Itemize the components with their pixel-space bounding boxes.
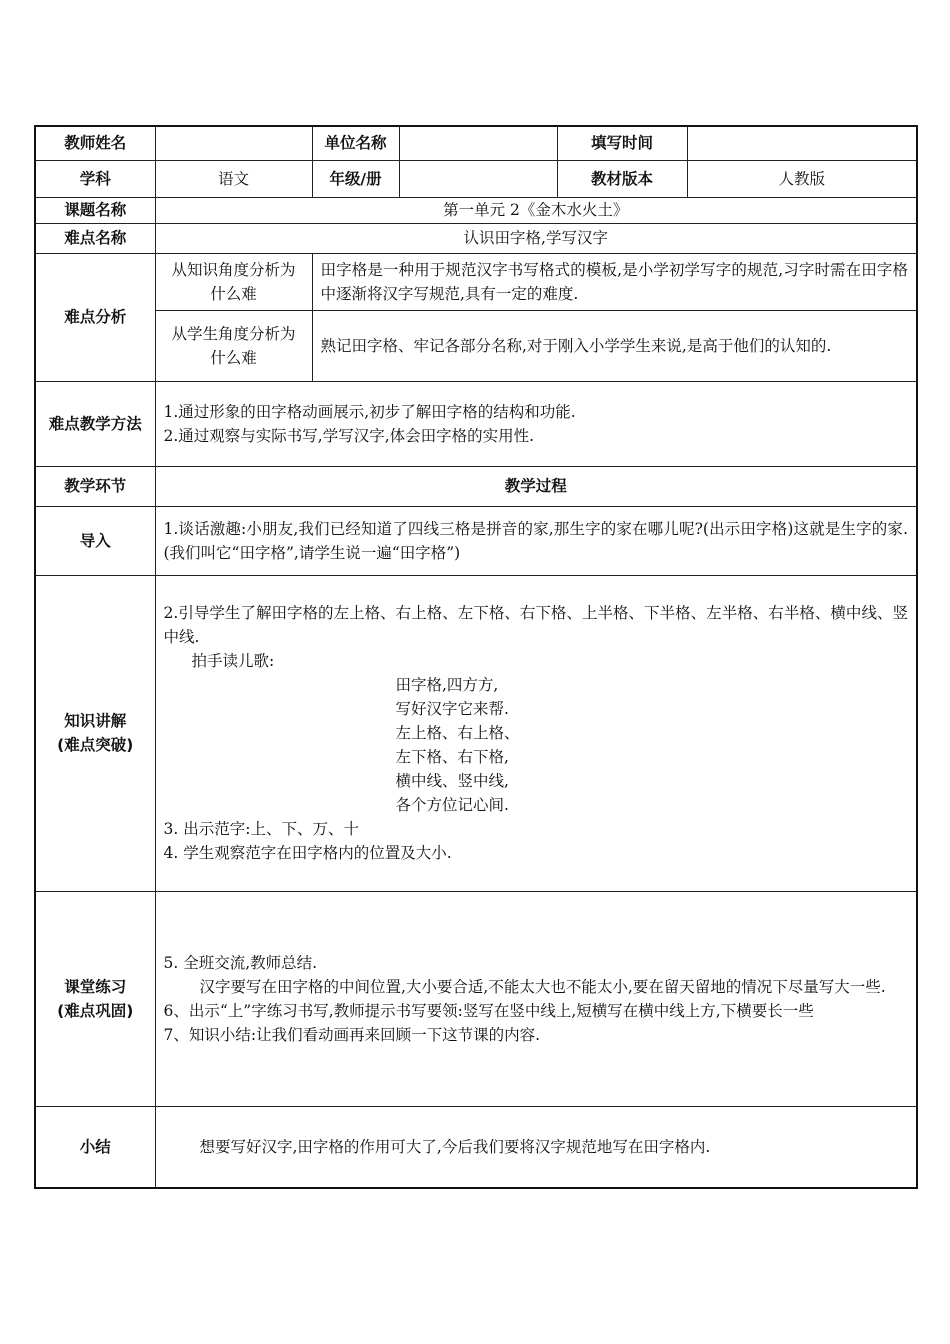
grade-value <box>399 160 557 197</box>
process-header: 教学过程 <box>155 466 917 506</box>
rhyme-line: 横中线、竖中线, <box>395 772 509 790</box>
practice-label-line-2: (难点巩固) <box>57 1001 134 1020</box>
edition-label: 教材版本 <box>557 160 687 197</box>
unit-name-value <box>399 126 557 160</box>
methods-line-2: 2.通过观察与实际书写,学写汉字,体会田字格的实用性. <box>163 426 535 445</box>
row-methods <box>35 381 917 466</box>
knowledge-label-line-2: (难点突破) <box>57 736 134 754</box>
knowledge-label-line-1: 知识讲解 <box>64 712 127 730</box>
row-analysis-student <box>35 310 917 381</box>
rhyme-line: 左上格、右上格、 <box>395 724 520 742</box>
difficulty-value: 认识田字格,学写汉字 <box>155 223 917 253</box>
row-subject <box>35 160 917 197</box>
row-summary <box>35 1106 917 1188</box>
practice-content <box>155 891 917 1106</box>
summary-content <box>155 1106 917 1188</box>
row-topic <box>35 197 917 223</box>
row-difficulty <box>35 223 917 253</box>
intro-text: 1.谈话激趣:小朋友,我们已经知道了四线三格是拼音的家,那生字的家在哪儿呢?(出示田字格)这就是生字的家.(我们叫它“田字格”,请学生说一遍“田字格”) <box>155 506 917 575</box>
methods-label: 难点教学方法 <box>35 381 155 466</box>
knowledge-content <box>155 575 917 891</box>
stage-header: 教学环节 <box>35 466 155 506</box>
knowledge-line-4: 4. 学生观察范字在田字格内的位置及大小. <box>163 844 452 862</box>
teacher-name-value <box>155 126 312 160</box>
lesson-plan-table <box>34 125 918 1189</box>
difficulty-label: 难点名称 <box>35 223 155 253</box>
methods-content <box>155 381 917 466</box>
row-analysis-knowledge <box>35 253 917 310</box>
analysis-label: 难点分析 <box>35 253 155 381</box>
knowledge-angle-text: 田字格是一种用于规范汉字书写格式的模板,是小学初学写字的规范,习字时需在田字格中逐渐将汉字写规范,具有一定的难度. <box>312 253 917 310</box>
summary-label: 小结 <box>35 1106 155 1188</box>
methods-line-1: 1.通过形象的田字格动画展示,初步了解田字格的结构和功能. <box>163 402 576 421</box>
rhyme-intro: 拍手读儿歌: <box>191 652 275 670</box>
knowledge-line-3: 3. 出示范字:上、下、万、十 <box>163 820 359 838</box>
practice-line-1: 5. 全班交流,教师总结. <box>163 953 318 972</box>
row-process-header <box>35 466 917 506</box>
summary-text: 想要写好汉字,田字格的作用可大了,今后我们要将汉字规范地写在田字格内. <box>199 1137 711 1156</box>
edition-value: 人教版 <box>687 160 917 197</box>
row-practice <box>35 891 917 1106</box>
knowledge-line-1: 2.引导学生了解田字格的左上格、右上格、左下格、右下格、上半格、下半格、左半格、右半格、横中线、竖中线. <box>163 604 908 646</box>
practice-label <box>35 891 155 1106</box>
rhyme-line: 左下格、右下格, <box>395 748 509 766</box>
rhyme-line: 写好汉字它来帮. <box>395 700 509 718</box>
knowledge-angle-label: 从知识角度分析为什么难 <box>155 253 312 310</box>
fill-date-value <box>687 126 917 160</box>
practice-line-4: 7、知识小结:让我们看动画再来回顾一下这节课的内容. <box>163 1025 541 1044</box>
rhyme-line: 田字格,四方方, <box>395 676 499 694</box>
student-angle-text: 熟记田字格、牢记各部分名称,对于刚入小学学生来说,是高于他们的认知的. <box>312 310 917 381</box>
practice-label-line-1: 课堂练习 <box>64 977 127 996</box>
subject-label: 学科 <box>35 160 155 197</box>
practice-line-2: 汉字要写在田字格的中间位置,大小要合适,不能太大也不能太小,要在留天留地的情况下尽量写大一些. <box>199 977 886 996</box>
student-angle-label: 从学生角度分析为什么难 <box>155 310 312 381</box>
practice-line-3: 6、出示“上”字练习书写,教师提示书写要领:竖写在竖中线上,短横写在横中线上方,下横要长一些 <box>163 1001 814 1020</box>
teacher-name-label: 教师姓名 <box>35 126 155 160</box>
row-intro <box>35 506 917 575</box>
subject-value: 语文 <box>155 160 312 197</box>
row-knowledge <box>35 575 917 891</box>
topic-label: 课题名称 <box>35 197 155 223</box>
knowledge-label <box>35 575 155 891</box>
rhyme-line: 各个方位记心间. <box>395 796 509 814</box>
topic-value: 第一单元 2《金木水火土》 <box>155 197 917 223</box>
fill-date-label: 填写时间 <box>557 126 687 160</box>
grade-label: 年级/册 <box>312 160 399 197</box>
intro-label: 导入 <box>35 506 155 575</box>
row-teacher <box>35 126 917 160</box>
unit-name-label: 单位名称 <box>312 126 399 160</box>
